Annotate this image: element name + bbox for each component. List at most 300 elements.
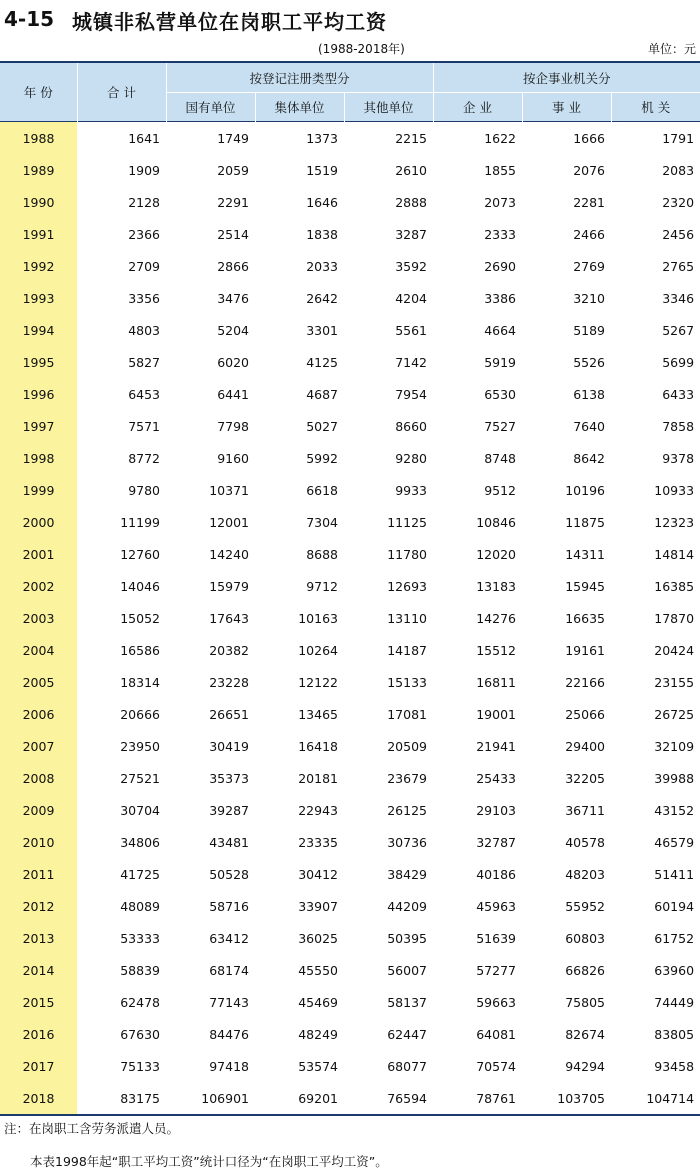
header-institution: 事 业	[522, 93, 611, 122]
others-cell: 50395	[387, 930, 427, 946]
state-owned-cell: 97418	[209, 1058, 249, 1074]
header-others: 其他单位	[344, 93, 433, 122]
enterprise-cell: 51639	[476, 930, 516, 946]
others-cell: 14187	[387, 642, 427, 658]
total-cell: 53333	[120, 930, 160, 946]
institution-cell: 8642	[573, 450, 605, 466]
collective-cell: 12122	[298, 674, 338, 690]
institution-cell: 2076	[573, 162, 605, 178]
institution-cell: 66826	[565, 962, 605, 978]
total-cell: 2128	[128, 194, 160, 210]
others-cell: 11125	[387, 514, 427, 530]
enterprise-cell: 64081	[476, 1026, 516, 1042]
others-cell: 2610	[395, 162, 427, 178]
enterprise-cell: 9512	[484, 482, 516, 498]
institution-cell: 10196	[565, 482, 605, 498]
year-cell: 2002	[0, 570, 77, 602]
total-cell: 30704	[120, 802, 160, 818]
total-cell: 15052	[120, 610, 160, 626]
enterprise-cell: 21941	[476, 738, 516, 754]
others-cell: 9280	[395, 450, 427, 466]
total-cell: 20666	[120, 706, 160, 722]
table-number: 4-15	[4, 7, 55, 31]
institution-cell: 14311	[565, 546, 605, 562]
state-owned-cell: 63412	[209, 930, 249, 946]
others-cell: 13110	[387, 610, 427, 626]
collective-cell: 1519	[306, 162, 338, 178]
institution-cell: 19161	[565, 642, 605, 658]
collective-cell: 5027	[306, 418, 338, 434]
table-row	[0, 282, 700, 314]
header-enterprise: 企 业	[433, 93, 522, 122]
year-cell: 1991	[0, 218, 77, 250]
state-owned-cell: 15979	[209, 578, 249, 594]
total-cell: 14046	[120, 578, 160, 594]
organ-cell: 6433	[662, 386, 695, 402]
others-cell: 58137	[387, 994, 427, 1010]
organ-cell: 2456	[662, 226, 695, 242]
table-row	[0, 762, 700, 794]
state-owned-cell: 3476	[217, 290, 249, 306]
organ-cell: 104714	[611, 1082, 700, 1115]
header-group-registration: 按登记注册类型分	[166, 62, 433, 93]
state-owned-cell: 20382	[209, 642, 249, 658]
state-owned-cell: 1749	[217, 130, 249, 146]
organ-cell: 32109	[654, 738, 695, 754]
others-cell: 56007	[387, 962, 427, 978]
organ-cell: 43152	[654, 802, 695, 818]
enterprise-cell: 8748	[484, 450, 516, 466]
state-owned-cell: 77143	[209, 994, 249, 1010]
state-owned-cell: 12001	[209, 514, 249, 530]
collective-cell: 36025	[298, 930, 338, 946]
institution-cell: 2769	[573, 258, 605, 274]
enterprise-cell: 13183	[476, 578, 516, 594]
collective-cell: 20181	[298, 770, 338, 786]
organ-cell: 16385	[654, 578, 695, 594]
enterprise-cell: 2333	[484, 226, 516, 242]
total-cell: 67630	[120, 1026, 160, 1042]
state-owned-cell: 26651	[209, 706, 249, 722]
collective-cell: 48249	[298, 1026, 338, 1042]
total-cell: 83175	[77, 1082, 166, 1115]
year-cell: 1994	[0, 314, 77, 346]
others-cell: 7954	[395, 386, 427, 402]
state-owned-cell: 17643	[209, 610, 249, 626]
organ-cell: 2765	[662, 258, 695, 274]
enterprise-cell: 45963	[476, 898, 516, 914]
total-cell: 7571	[128, 418, 160, 434]
organ-cell: 12323	[654, 514, 695, 530]
collective-cell: 2642	[306, 290, 338, 306]
state-owned-cell: 43481	[209, 834, 249, 850]
header-organ: 机 关	[611, 93, 700, 122]
year-cell: 2011	[0, 858, 77, 890]
year-cell: 2008	[0, 762, 77, 794]
enterprise-cell: 1855	[484, 162, 516, 178]
state-owned-cell: 10371	[209, 482, 249, 498]
enterprise-cell: 15512	[476, 642, 516, 658]
year-cell: 1990	[0, 186, 77, 218]
collective-cell: 53574	[298, 1058, 338, 1074]
note-1: 注：在岗职工含劳务派遣人员。	[4, 1121, 180, 1136]
others-cell: 11780	[387, 546, 427, 562]
institution-cell: 1666	[573, 130, 605, 146]
year-cell: 1996	[0, 378, 77, 410]
state-owned-cell: 58716	[209, 898, 249, 914]
collective-cell: 13465	[298, 706, 338, 722]
organ-cell: 5267	[662, 322, 695, 338]
total-cell: 18314	[120, 674, 160, 690]
table-header	[0, 62, 700, 122]
organ-cell: 26725	[654, 706, 695, 722]
table-row	[0, 698, 700, 730]
enterprise-cell: 3386	[484, 290, 516, 306]
organ-cell: 5699	[662, 354, 695, 370]
organ-cell: 20424	[654, 642, 695, 658]
organ-cell: 2083	[662, 162, 695, 178]
enterprise-cell: 2690	[484, 258, 516, 274]
collective-cell: 1838	[306, 226, 338, 242]
others-cell: 23679	[387, 770, 427, 786]
institution-cell: 7640	[573, 418, 605, 434]
institution-cell: 5526	[573, 354, 605, 370]
state-owned-cell: 6020	[217, 354, 249, 370]
collective-cell: 4125	[306, 354, 338, 370]
collective-cell: 45469	[298, 994, 338, 1010]
total-cell: 1909	[128, 162, 160, 178]
enterprise-cell: 1622	[484, 130, 516, 146]
year-cell: 2010	[0, 826, 77, 858]
total-cell: 27521	[120, 770, 160, 786]
others-cell: 26125	[387, 802, 427, 818]
institution-cell: 103705	[522, 1082, 611, 1115]
year-cell: 2016	[0, 1018, 77, 1050]
table-row	[0, 218, 700, 250]
year-cell: 1995	[0, 346, 77, 378]
table-row	[0, 858, 700, 890]
table-row	[0, 538, 700, 570]
state-owned-cell: 14240	[209, 546, 249, 562]
others-cell: 62447	[387, 1026, 427, 1042]
total-cell: 4803	[128, 322, 160, 338]
total-cell: 1641	[128, 130, 160, 146]
year-cell: 2000	[0, 506, 77, 538]
enterprise-cell: 29103	[476, 802, 516, 818]
page-title: 城镇非私营单位在岗职工平均工资	[72, 10, 387, 34]
total-cell: 2709	[128, 258, 160, 274]
institution-cell: 16635	[565, 610, 605, 626]
enterprise-cell: 2073	[484, 194, 516, 210]
others-cell: 3592	[395, 258, 427, 274]
enterprise-cell: 40186	[476, 866, 516, 882]
total-cell: 12760	[120, 546, 160, 562]
table-row	[0, 666, 700, 698]
state-owned-cell: 23228	[209, 674, 249, 690]
organ-cell: 14814	[654, 546, 695, 562]
table-row	[0, 378, 700, 410]
institution-cell: 32205	[565, 770, 605, 786]
header-state-owned: 国有单位	[166, 93, 255, 122]
total-cell: 58839	[120, 962, 160, 978]
subtitle-line	[0, 40, 700, 58]
year-cell: 2018	[0, 1082, 77, 1115]
total-cell: 16586	[120, 642, 160, 658]
collective-cell: 10163	[298, 610, 338, 626]
organ-cell: 1791	[662, 130, 695, 146]
collective-cell: 10264	[298, 642, 338, 658]
others-cell: 20509	[387, 738, 427, 754]
others-cell: 5561	[395, 322, 427, 338]
year-cell: 2012	[0, 890, 77, 922]
organ-cell: 51411	[654, 866, 695, 882]
state-owned-cell: 50528	[209, 866, 249, 882]
year-cell: 1999	[0, 474, 77, 506]
year-cell: 2013	[0, 922, 77, 954]
institution-cell: 22166	[565, 674, 605, 690]
table-row	[0, 122, 700, 155]
state-owned-cell: 68174	[209, 962, 249, 978]
collective-cell: 33907	[298, 898, 338, 914]
institution-cell: 40578	[565, 834, 605, 850]
year-cell: 2003	[0, 602, 77, 634]
enterprise-cell: 57277	[476, 962, 516, 978]
year-cell: 2014	[0, 954, 77, 986]
table-row	[0, 570, 700, 602]
others-cell: 17081	[387, 706, 427, 722]
table-row	[0, 154, 700, 186]
collective-cell: 1373	[306, 130, 338, 146]
others-cell: 2215	[395, 130, 427, 146]
enterprise-cell: 78761	[433, 1082, 522, 1115]
others-cell: 12693	[387, 578, 427, 594]
total-cell: 34806	[120, 834, 160, 850]
state-owned-cell: 84476	[209, 1026, 249, 1042]
note-2: 本表1998年起“职工平均工资”统计口径为“在岗职工平均工资”。	[30, 1154, 388, 1169]
state-owned-cell: 30419	[209, 738, 249, 754]
table-row	[0, 1082, 700, 1115]
enterprise-cell: 16811	[476, 674, 516, 690]
institution-cell: 75805	[565, 994, 605, 1010]
table-row	[0, 346, 700, 378]
collective-cell: 2033	[306, 258, 338, 274]
year-cell: 1997	[0, 410, 77, 442]
table-row	[0, 634, 700, 666]
table-row	[0, 730, 700, 762]
collective-cell: 16418	[298, 738, 338, 754]
state-owned-cell: 2059	[217, 162, 249, 178]
organ-cell: 17870	[654, 610, 695, 626]
institution-cell: 2281	[573, 194, 605, 210]
collective-cell: 1646	[306, 194, 338, 210]
organ-cell: 7858	[662, 418, 695, 434]
others-cell: 2888	[395, 194, 427, 210]
others-cell: 15133	[387, 674, 427, 690]
total-cell: 8772	[128, 450, 160, 466]
collective-cell: 3301	[306, 322, 338, 338]
total-cell: 11199	[120, 514, 160, 530]
wage-table	[0, 61, 700, 1116]
enterprise-cell: 6530	[484, 386, 516, 402]
collective-cell: 45550	[298, 962, 338, 978]
table-row	[0, 314, 700, 346]
organ-cell: 74449	[654, 994, 695, 1010]
collective-cell: 23335	[298, 834, 338, 850]
year-cell: 1998	[0, 442, 77, 474]
collective-cell: 22943	[298, 802, 338, 818]
year-cell: 2006	[0, 698, 77, 730]
header-collective: 集体单位	[255, 93, 344, 122]
table-row	[0, 474, 700, 506]
state-owned-cell: 5204	[217, 322, 249, 338]
enterprise-cell: 12020	[476, 546, 516, 562]
year-cell: 2009	[0, 794, 77, 826]
collective-cell: 7304	[306, 514, 338, 530]
collective-cell: 9712	[306, 578, 338, 594]
organ-cell: 46579	[654, 834, 695, 850]
state-owned-cell: 2291	[217, 194, 249, 210]
enterprise-cell: 7527	[484, 418, 516, 434]
others-cell: 30736	[387, 834, 427, 850]
table-row	[0, 506, 700, 538]
table-row	[0, 442, 700, 474]
total-cell: 6453	[128, 386, 160, 402]
state-owned-cell: 9160	[217, 450, 249, 466]
enterprise-cell: 14276	[476, 610, 516, 626]
institution-cell: 94294	[565, 1058, 605, 1074]
organ-cell: 61752	[654, 930, 695, 946]
state-owned-cell: 35373	[209, 770, 249, 786]
total-cell: 23950	[120, 738, 160, 754]
organ-cell: 2320	[662, 194, 695, 210]
others-cell: 3287	[395, 226, 427, 242]
collective-cell: 6618	[306, 482, 338, 498]
title-bar	[0, 0, 700, 38]
year-cell: 2015	[0, 986, 77, 1018]
organ-cell: 93458	[654, 1058, 695, 1074]
organ-cell: 23155	[654, 674, 695, 690]
table-row	[0, 602, 700, 634]
table-row	[0, 410, 700, 442]
total-cell: 41725	[120, 866, 160, 882]
organ-cell: 60194	[654, 898, 695, 914]
state-owned-cell: 39287	[209, 802, 249, 818]
table-body	[0, 122, 700, 1116]
organ-cell: 39988	[654, 770, 695, 786]
year-cell: 2005	[0, 666, 77, 698]
others-cell: 76594	[344, 1082, 433, 1115]
institution-cell: 60803	[565, 930, 605, 946]
table-row	[0, 826, 700, 858]
collective-cell: 69201	[255, 1082, 344, 1115]
enterprise-cell: 4664	[484, 322, 516, 338]
total-cell: 75133	[120, 1058, 160, 1074]
header-total: 合 计	[77, 62, 166, 122]
institution-cell: 5189	[573, 322, 605, 338]
year-cell: 2017	[0, 1050, 77, 1082]
organ-cell: 9378	[662, 450, 695, 466]
state-owned-cell: 7798	[217, 418, 249, 434]
year-cell: 1992	[0, 250, 77, 282]
institution-cell: 11875	[565, 514, 605, 530]
year-cell: 2004	[0, 634, 77, 666]
others-cell: 8660	[395, 418, 427, 434]
enterprise-cell: 32787	[476, 834, 516, 850]
total-cell: 2366	[128, 226, 160, 242]
header-year: 年 份	[0, 62, 77, 122]
institution-cell: 3210	[573, 290, 605, 306]
institution-cell: 2466	[573, 226, 605, 242]
year-cell: 2007	[0, 730, 77, 762]
unit-label: 单位：元	[647, 42, 696, 56]
year-cell: 1993	[0, 282, 77, 314]
organ-cell: 10933	[654, 482, 695, 498]
collective-cell: 8688	[306, 546, 338, 562]
year-cell: 1988	[0, 122, 77, 155]
table-row	[0, 954, 700, 986]
table-row	[0, 1018, 700, 1050]
collective-cell: 30412	[298, 866, 338, 882]
others-cell: 38429	[387, 866, 427, 882]
table-row	[0, 186, 700, 218]
others-cell: 7142	[395, 354, 427, 370]
table-row	[0, 986, 700, 1018]
table-row	[0, 890, 700, 922]
total-cell: 9780	[128, 482, 160, 498]
period-label: (1988-2018年)	[318, 42, 405, 56]
total-cell: 3356	[128, 290, 160, 306]
state-owned-cell: 106901	[166, 1082, 255, 1115]
others-cell: 4204	[395, 290, 427, 306]
organ-cell: 3346	[662, 290, 695, 306]
table-row	[0, 794, 700, 826]
total-cell: 48089	[120, 898, 160, 914]
collective-cell: 5992	[306, 450, 338, 466]
enterprise-cell: 10846	[476, 514, 516, 530]
enterprise-cell: 59663	[476, 994, 516, 1010]
collective-cell: 4687	[306, 386, 338, 402]
institution-cell: 36711	[565, 802, 605, 818]
table-row	[0, 250, 700, 282]
year-cell: 1989	[0, 154, 77, 186]
enterprise-cell: 25433	[476, 770, 516, 786]
state-owned-cell: 2514	[217, 226, 249, 242]
others-cell: 44209	[387, 898, 427, 914]
organ-cell: 63960	[654, 962, 695, 978]
state-owned-cell: 2866	[217, 258, 249, 274]
institution-cell: 82674	[565, 1026, 605, 1042]
institution-cell: 55952	[565, 898, 605, 914]
total-cell: 62478	[120, 994, 160, 1010]
table-row	[0, 922, 700, 954]
institution-cell: 48203	[565, 866, 605, 882]
institution-cell: 6138	[573, 386, 605, 402]
institution-cell: 29400	[565, 738, 605, 754]
year-cell: 2001	[0, 538, 77, 570]
header-group-enterprise: 按企事业机关分	[433, 62, 700, 93]
institution-cell: 15945	[565, 578, 605, 594]
state-owned-cell: 6441	[217, 386, 249, 402]
enterprise-cell: 70574	[476, 1058, 516, 1074]
institution-cell: 25066	[565, 706, 605, 722]
organ-cell: 83805	[654, 1026, 695, 1042]
table-row	[0, 1050, 700, 1082]
enterprise-cell: 19001	[476, 706, 516, 722]
enterprise-cell: 5919	[484, 354, 516, 370]
others-cell: 9933	[395, 482, 427, 498]
others-cell: 68077	[387, 1058, 427, 1074]
total-cell: 5827	[128, 354, 160, 370]
